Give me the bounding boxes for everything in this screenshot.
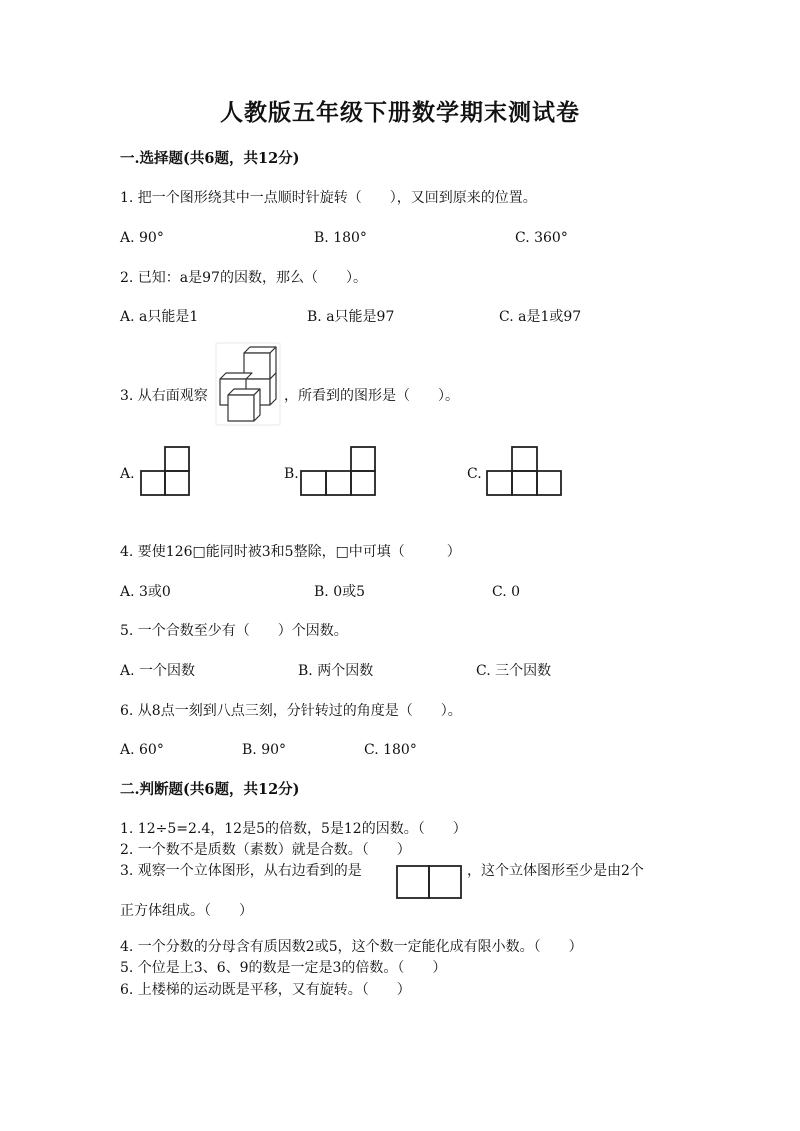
s1-q3-option-b-label: B. — [284, 466, 299, 482]
s1-q3-option-b-figure — [300, 446, 378, 498]
s1-q5-stem: 5. 一个合数至少有（ ）个因数。 — [120, 623, 348, 639]
page-title: 人教版五年级下册数学期末测试卷 — [220, 99, 580, 126]
s1-q1-option-a: A. 90° — [120, 230, 164, 246]
s1-q3-stem-end: ，所看到的图形是（ ）。 — [284, 388, 459, 404]
s1-q1-option-c: C. 360° — [515, 230, 568, 246]
s1-q2-stem: 2. 已知：a是97的因数，那么（ ）。 — [120, 270, 367, 286]
s1-q4-option-a: A. 3或0 — [120, 584, 171, 600]
s2-q3-start: 3. 观察一个立体图形，从右边看到的是 — [120, 863, 362, 879]
s1-q2-option-b: B. a只能是97 — [307, 309, 395, 325]
s1-q6-option-b: B. 90° — [242, 742, 287, 758]
s1-q6-option-a: A. 60° — [120, 742, 164, 758]
s1-q5-option-b: B. 两个因数 — [298, 663, 374, 679]
s1-q2-option-a: A. a只能是1 — [120, 309, 199, 325]
s1-q3-option-c-figure — [486, 446, 564, 498]
s2-q1: 1. 12÷5=2.4，12是5的倍数，5是12的因数。（ ） — [120, 821, 467, 837]
section-2-heading: 二.判断题(共6题，共12分) — [120, 781, 300, 798]
s1-q2-option-c: C. a是1或97 — [499, 309, 582, 325]
s1-q6-option-c: C. 180° — [364, 742, 417, 758]
s2-q3-end: ，这个立体图形至少是由2个 — [467, 863, 644, 879]
section-1-heading: 一.选择题(共6题，共12分) — [120, 150, 300, 167]
s2-q3-line2: 正方体组成。（ ） — [120, 903, 253, 919]
s1-q4-stem: 4. 要使126□能同时被3和5整除，□中可填（ ） — [120, 544, 461, 560]
cube-stack-figure — [216, 343, 280, 425]
s1-q3-option-a-figure — [140, 446, 192, 498]
s2-q2: 2. 一个数不是质数（素数）就是合数。（ ） — [120, 842, 411, 858]
s1-q6-stem: 6. 从8点一刻到八点三刻，分针转过的角度是（ ）。 — [120, 703, 462, 719]
s1-q3-option-a-label: A. — [120, 466, 135, 482]
s1-q4-option-c: C. 0 — [492, 584, 521, 600]
s2-q3-two-squares-figure — [396, 865, 462, 899]
s2-q6: 6. 上楼梯的运动既是平移，又有旋转。（ ） — [120, 982, 411, 998]
s1-q1-stem: 1. 把一个图形绕其中一点顺时针旋转（ ），又回到原来的位置。 — [120, 190, 537, 206]
s1-q5-option-c: C. 三个因数 — [476, 663, 552, 679]
s1-q3-stem-start: 3. 从右面观察 — [120, 388, 208, 404]
s1-q1-option-b: B. 180° — [314, 230, 367, 246]
s1-q5-option-a: A. 一个因数 — [120, 663, 196, 679]
s1-q4-option-b: B. 0或5 — [314, 584, 366, 600]
s2-q4: 4. 一个分数的分母含有质因数2或5，这个数一定能化成有限小数。（ ） — [120, 939, 583, 955]
s1-q3-option-c-label: C. — [467, 466, 482, 482]
s2-q5: 5. 个位是上3、6、9的数是一定是3的倍数。（ ） — [120, 960, 447, 976]
